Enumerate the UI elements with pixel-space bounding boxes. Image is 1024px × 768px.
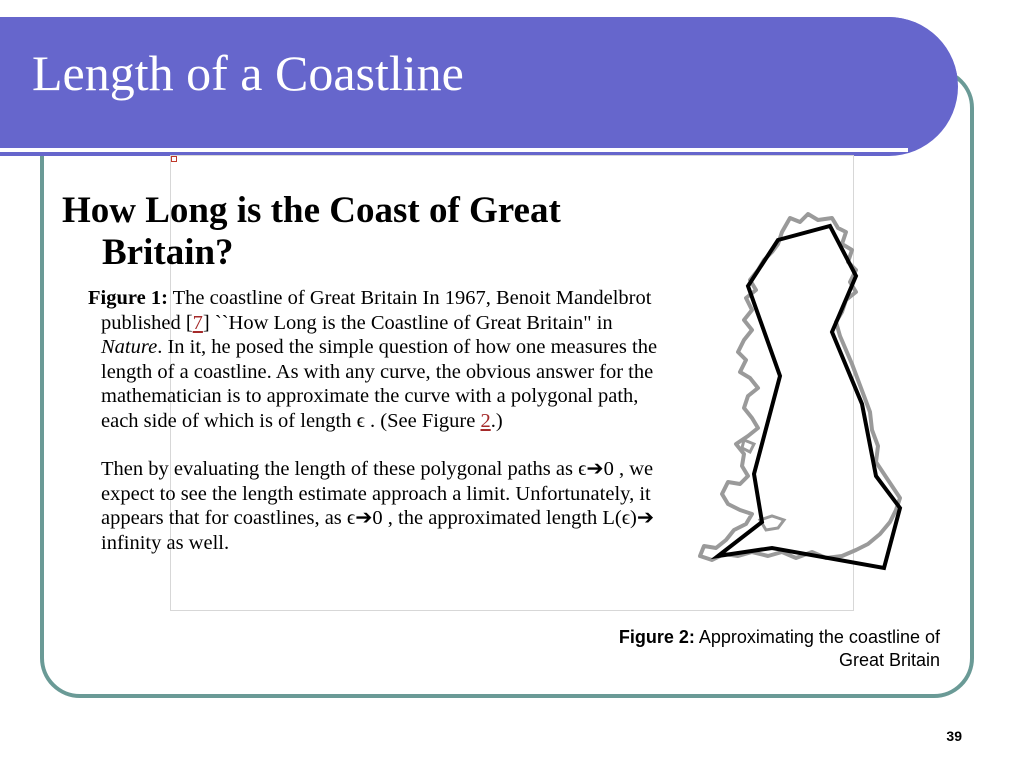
journal-name: Nature	[101, 336, 158, 358]
figure2-caption	[600, 626, 940, 672]
figure1-text	[88, 286, 678, 555]
para2-text-a: Then by evaluating the length of these polygonal paths as ϵ	[101, 458, 587, 480]
para2-text-c: 0 , the approximated length L(ϵ)	[372, 507, 637, 529]
figure-2-link[interactable]: 2	[480, 409, 491, 432]
figure2-label: Figure 2:	[618, 627, 695, 647]
para2-text-b: 0 , we expect to see the length estimate approach a limit. Unfortunately, it appears that for coastlines, as ϵ	[101, 458, 654, 529]
title-underline	[0, 148, 908, 152]
great-britain-map	[690, 200, 910, 580]
figure2-caption-text: Approximating the coastline of Great Britain	[694, 627, 940, 670]
arrow-icon: ➔	[355, 507, 373, 529]
figure1-text-b: ] ``How Long is the Coastline of Great Britain" in	[202, 311, 613, 334]
figure1-text-a: The coastline of Great Britain In 1967, Benoit Mandelbrot published [	[101, 287, 652, 334]
figure1-text-d: .)	[490, 409, 503, 432]
slide-title: Length of a Coastline	[32, 45, 464, 101]
approximating-polygon	[718, 226, 900, 568]
page-number: 39	[946, 728, 962, 744]
para2-text-d: infinity as well.	[101, 531, 230, 554]
slide-heading: How Long is the Coast of Great Britain?	[62, 190, 561, 273]
limit-paragraph	[88, 457, 678, 555]
figure1-paragraph	[88, 286, 678, 433]
coastline-outline	[700, 214, 900, 560]
arrow-icon: ➔	[586, 458, 604, 480]
figure1-label: Figure 1:	[88, 287, 168, 309]
broken-image-icon	[171, 156, 177, 162]
figure1-text-c: . In it, he posed the simple question of how one measures the length of a coastline. As with any curve, the obvious answer for the mathematician is to approximate the curve with a polygonal path, each side of which is of length ϵ . (See Figure	[101, 336, 658, 432]
arrow-icon: ➔	[636, 507, 655, 529]
reference-link-7[interactable]: 7	[192, 311, 203, 334]
